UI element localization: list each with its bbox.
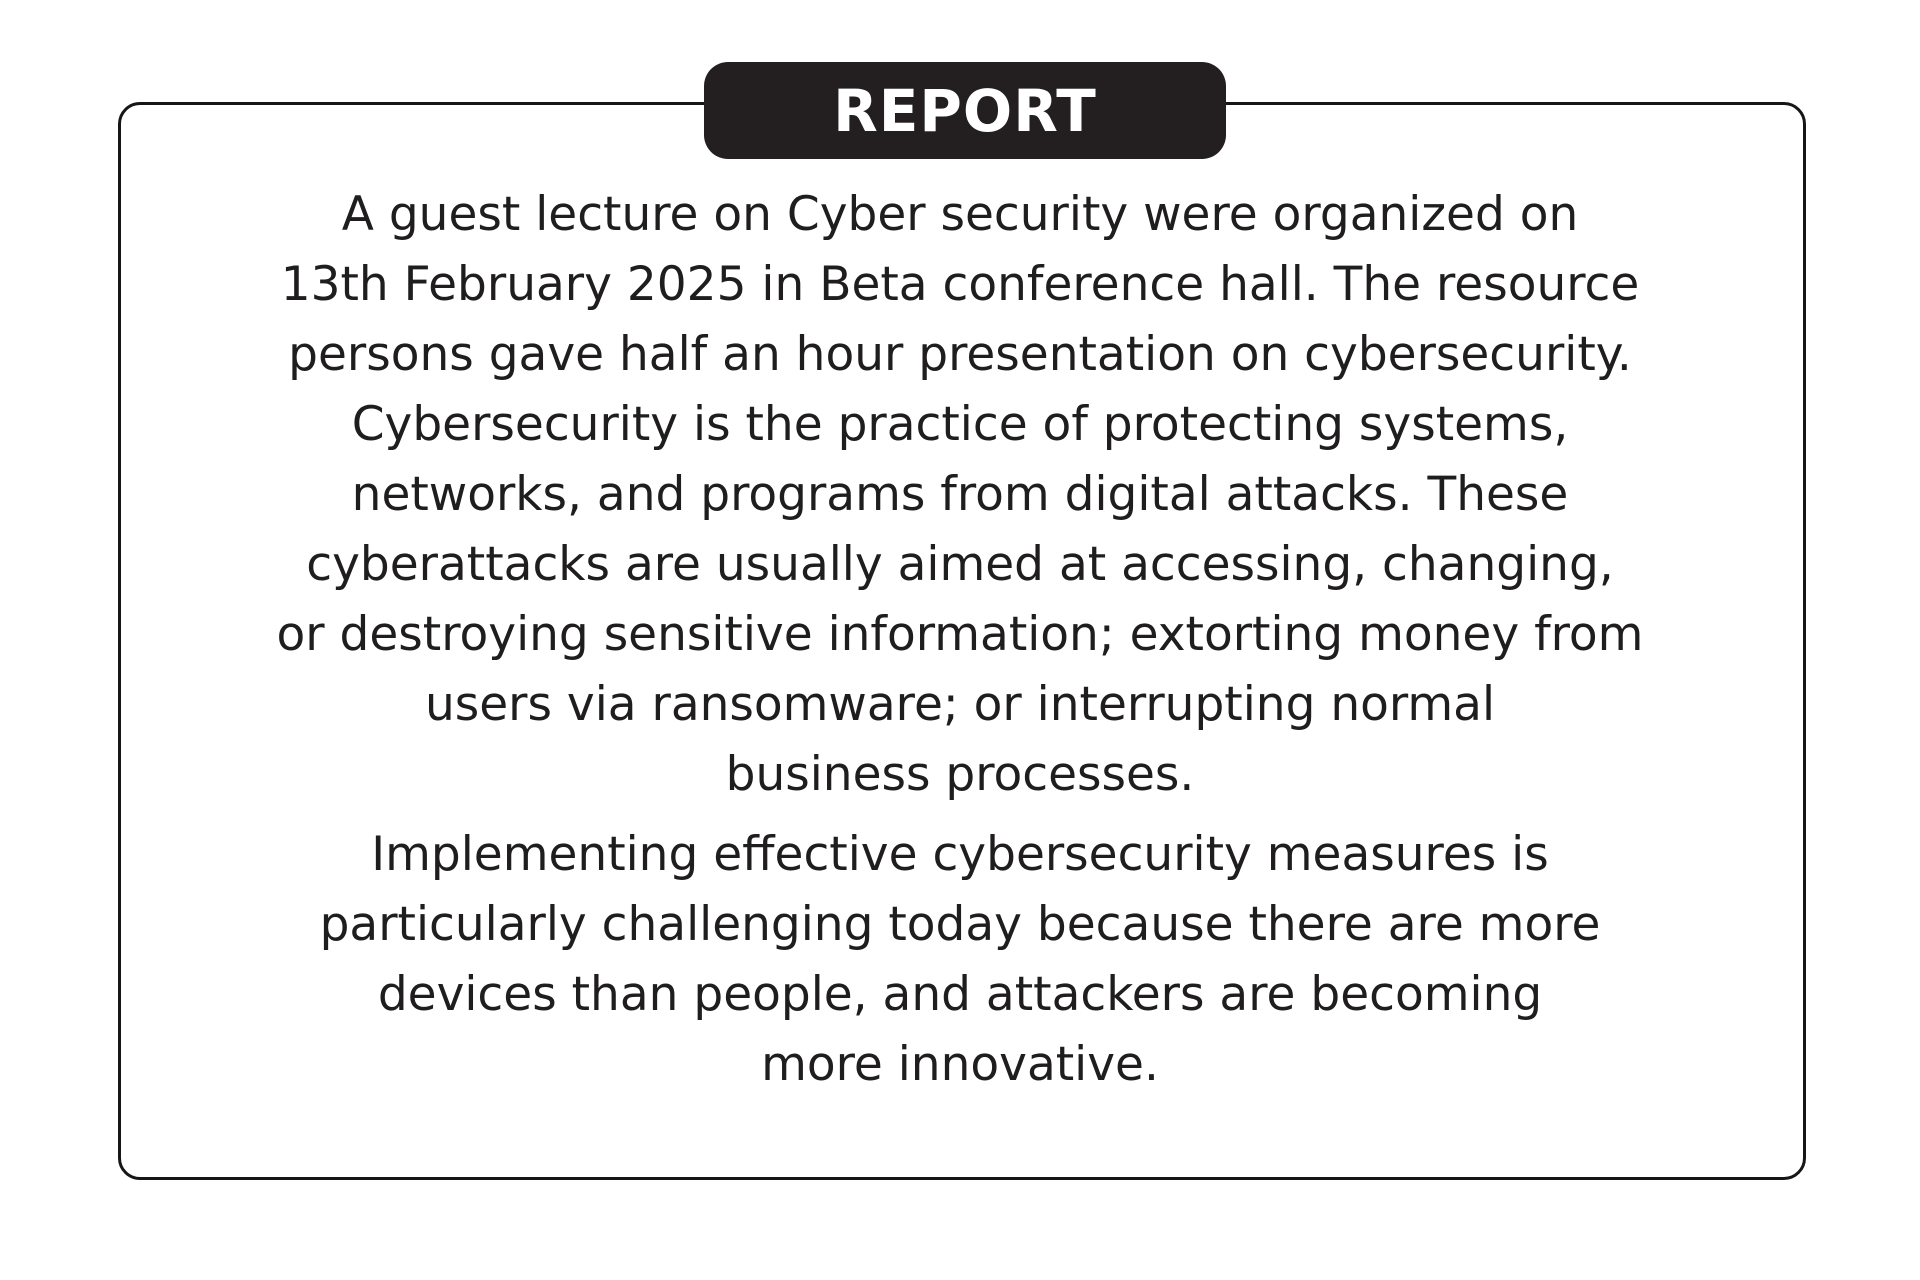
paragraph-line: more innovative. [761,1037,1159,1092]
paragraph-line: Implementing effective cybersecurity measures is [371,827,1549,882]
paragraph-line: networks, and programs from digital attacks. These [351,467,1569,522]
report-body [150,180,1770,1100]
report-paragraph-2 [150,820,1770,1100]
paragraph-line: A guest lecture on Cyber security were organized on [341,187,1579,242]
paragraph-line: users via ransomware; or interrupting normal [424,677,1496,732]
paragraph-line: devices than people, and attackers are becoming [377,967,1543,1022]
paragraph-line: or destroying sensitive information; extorting money from [276,607,1644,662]
report-badge [704,62,1226,159]
report-title: REPORT [833,76,1097,145]
paragraph-line: Cybersecurity is the practice of protecting systems, [351,397,1569,452]
paragraph-line: 13th February 2025 in Beta conference hall. The resource [280,257,1640,312]
paragraph-line: business processes. [725,747,1195,802]
paragraph-line: particularly challenging today because there are more [319,897,1601,952]
report-paragraph-1 [150,180,1770,810]
paragraph-line: cyberattacks are usually aimed at accessing, changing, [306,537,1614,592]
paragraph-line: persons gave half an hour presentation on cybersecurity. [288,327,1632,382]
